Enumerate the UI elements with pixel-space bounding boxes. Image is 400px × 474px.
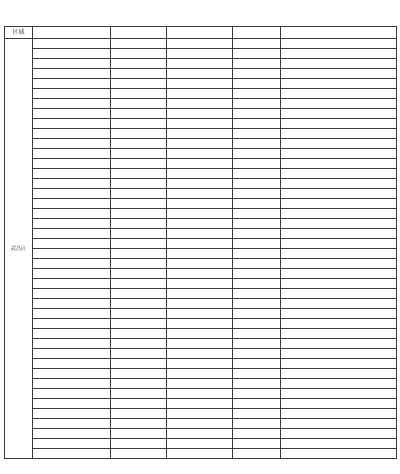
cell-tables xyxy=(233,349,281,359)
cell-hall xyxy=(167,39,233,49)
cell-notes xyxy=(281,409,397,419)
cell-tables xyxy=(233,99,281,109)
cell-notes xyxy=(281,89,397,99)
cell-hotel xyxy=(33,439,111,449)
table-row xyxy=(5,409,397,419)
cell-tables xyxy=(233,449,281,459)
cell-hall xyxy=(167,409,233,419)
cell-hall xyxy=(167,109,233,119)
cell-price xyxy=(111,319,167,329)
cell-hotel xyxy=(33,129,111,139)
cell-hall xyxy=(167,59,233,69)
cell-price xyxy=(111,249,167,259)
cell-notes xyxy=(281,109,397,119)
cell-hall xyxy=(167,359,233,369)
table-header xyxy=(5,27,397,39)
cell-notes xyxy=(281,429,397,439)
cell-price xyxy=(111,309,167,319)
cell-notes xyxy=(281,269,397,279)
cell-notes xyxy=(281,419,397,429)
cell-hotel xyxy=(33,119,111,129)
cell-price xyxy=(111,89,167,99)
cell-price xyxy=(111,419,167,429)
cell-hotel xyxy=(33,389,111,399)
cell-notes xyxy=(281,369,397,379)
cell-hall xyxy=(167,209,233,219)
cell-hotel xyxy=(33,219,111,229)
cell-hotel xyxy=(33,139,111,149)
cell-hotel xyxy=(33,99,111,109)
cell-price xyxy=(111,279,167,289)
cell-price xyxy=(111,109,167,119)
cell-hall xyxy=(167,289,233,299)
cell-hall xyxy=(167,329,233,339)
cell-hall xyxy=(167,309,233,319)
cell-hall xyxy=(167,259,233,269)
cell-hall xyxy=(167,369,233,379)
cell-hotel xyxy=(33,299,111,309)
cell-notes xyxy=(281,209,397,219)
cell-hotel xyxy=(33,49,111,59)
cell-hall xyxy=(167,139,233,149)
table-row xyxy=(5,129,397,139)
cell-notes xyxy=(281,339,397,349)
cell-tables xyxy=(233,109,281,119)
cell-hotel xyxy=(33,379,111,389)
cell-tables xyxy=(233,89,281,99)
cell-tables xyxy=(233,229,281,239)
cell-hall xyxy=(167,69,233,79)
cell-tables xyxy=(233,319,281,329)
table-row xyxy=(5,209,397,219)
cell-price xyxy=(111,189,167,199)
table-row xyxy=(5,339,397,349)
cell-notes xyxy=(281,169,397,179)
table-row xyxy=(5,49,397,59)
cell-hotel xyxy=(33,109,111,119)
table-row xyxy=(5,359,397,369)
cell-notes xyxy=(281,119,397,129)
cell-tables xyxy=(233,439,281,449)
cell-price xyxy=(111,49,167,59)
cell-hall xyxy=(167,99,233,109)
header-notes xyxy=(281,27,397,39)
header-row xyxy=(5,27,397,39)
table-row xyxy=(5,109,397,119)
table-row xyxy=(5,349,397,359)
cell-price xyxy=(111,449,167,459)
cell-tables xyxy=(233,369,281,379)
cell-hall xyxy=(167,119,233,129)
cell-hotel xyxy=(33,449,111,459)
cell-tables xyxy=(233,149,281,159)
cell-hotel xyxy=(33,349,111,359)
cell-tables xyxy=(233,39,281,49)
cell-hotel xyxy=(33,359,111,369)
table-row xyxy=(5,159,397,169)
cell-tables xyxy=(233,389,281,399)
header-district: 区域 xyxy=(5,27,33,39)
cell-price xyxy=(111,129,167,139)
cell-notes xyxy=(281,139,397,149)
cell-tables xyxy=(233,59,281,69)
cell-tables xyxy=(233,189,281,199)
cell-hotel xyxy=(33,189,111,199)
table-row xyxy=(5,119,397,129)
cell-notes xyxy=(281,149,397,159)
table-row xyxy=(5,389,397,399)
cell-hall xyxy=(167,189,233,199)
cell-hall xyxy=(167,449,233,459)
cell-price xyxy=(111,379,167,389)
cell-tables xyxy=(233,329,281,339)
table-row xyxy=(5,219,397,229)
cell-notes xyxy=(281,279,397,289)
cell-tables xyxy=(233,309,281,319)
table-row xyxy=(5,319,397,329)
header-hall xyxy=(167,27,233,39)
cell-price xyxy=(111,199,167,209)
cell-hotel xyxy=(33,239,111,249)
cell-notes xyxy=(281,389,397,399)
cell-hotel xyxy=(33,399,111,409)
cell-tables xyxy=(233,159,281,169)
cell-hall xyxy=(167,419,233,429)
cell-price xyxy=(111,99,167,109)
cell-price xyxy=(111,269,167,279)
cell-notes xyxy=(281,99,397,109)
cell-hall xyxy=(167,169,233,179)
table-row xyxy=(5,259,397,269)
header-hotel xyxy=(33,27,111,39)
cell-tables xyxy=(233,129,281,139)
cell-notes xyxy=(281,359,397,369)
table-body xyxy=(5,39,397,459)
cell-hotel xyxy=(33,199,111,209)
table-row xyxy=(5,69,397,79)
cell-hotel xyxy=(33,369,111,379)
table-row xyxy=(5,89,397,99)
cell-hall xyxy=(167,219,233,229)
table-row xyxy=(5,79,397,89)
cell-hotel xyxy=(33,409,111,419)
cell-notes xyxy=(281,239,397,249)
cell-tables xyxy=(233,269,281,279)
cell-notes xyxy=(281,309,397,319)
cell-hotel xyxy=(33,59,111,69)
cell-tables xyxy=(233,259,281,269)
cell-price xyxy=(111,219,167,229)
cell-hall xyxy=(167,89,233,99)
cell-hotel xyxy=(33,209,111,219)
cell-price xyxy=(111,159,167,169)
cell-notes xyxy=(281,49,397,59)
cell-hotel xyxy=(33,329,111,339)
cell-notes xyxy=(281,399,397,409)
table-row xyxy=(5,329,397,339)
table-row xyxy=(5,199,397,209)
cell-tables xyxy=(233,119,281,129)
table-row xyxy=(5,189,397,199)
cell-hotel xyxy=(33,419,111,429)
cell-hotel xyxy=(33,429,111,439)
cell-hotel xyxy=(33,159,111,169)
cell-price xyxy=(111,259,167,269)
cell-price xyxy=(111,119,167,129)
cell-notes xyxy=(281,79,397,89)
cell-price xyxy=(111,299,167,309)
cell-price xyxy=(111,289,167,299)
footnote xyxy=(4,462,396,474)
cell-hotel xyxy=(33,319,111,329)
cell-hotel xyxy=(33,89,111,99)
cell-hotel xyxy=(33,259,111,269)
cell-price xyxy=(111,239,167,249)
cell-notes xyxy=(281,199,397,209)
cell-price xyxy=(111,349,167,359)
cell-hall xyxy=(167,389,233,399)
cell-price xyxy=(111,389,167,399)
table-row xyxy=(5,419,397,429)
cell-tables xyxy=(233,209,281,219)
table-row xyxy=(5,99,397,109)
cell-price xyxy=(111,59,167,69)
cell-tables xyxy=(233,289,281,299)
table-row xyxy=(5,299,397,309)
cell-hall xyxy=(167,299,233,309)
table-row xyxy=(5,399,397,409)
cell-hotel xyxy=(33,69,111,79)
table-row xyxy=(5,289,397,299)
cell-tables xyxy=(233,379,281,389)
cell-notes xyxy=(281,329,397,339)
cell-hall xyxy=(167,79,233,89)
cell-notes xyxy=(281,39,397,49)
table-row xyxy=(5,269,397,279)
cell-tables xyxy=(233,299,281,309)
table-row xyxy=(5,169,397,179)
table-row xyxy=(5,449,397,459)
district-cell: 武昌区 xyxy=(5,39,33,459)
table-row xyxy=(5,59,397,69)
cell-tables xyxy=(233,219,281,229)
cell-price xyxy=(111,139,167,149)
table-row xyxy=(5,429,397,439)
cell-tables xyxy=(233,429,281,439)
cell-price xyxy=(111,439,167,449)
table-row xyxy=(5,309,397,319)
cell-price xyxy=(111,339,167,349)
cell-hall xyxy=(167,269,233,279)
cell-tables xyxy=(233,419,281,429)
cell-hall xyxy=(167,439,233,449)
cell-price xyxy=(111,399,167,409)
cell-hall xyxy=(167,159,233,169)
cell-price xyxy=(111,69,167,79)
cell-tables xyxy=(233,339,281,349)
cell-hotel xyxy=(33,279,111,289)
cell-notes xyxy=(281,59,397,69)
cell-hotel xyxy=(33,249,111,259)
cell-hotel xyxy=(33,39,111,49)
cell-hotel xyxy=(33,169,111,179)
cell-hall xyxy=(167,129,233,139)
title-bar xyxy=(4,2,396,26)
cell-price xyxy=(111,429,167,439)
cell-price xyxy=(111,39,167,49)
cell-hall xyxy=(167,319,233,329)
cell-notes xyxy=(281,349,397,359)
venue-table-sheet xyxy=(4,2,396,406)
table-row xyxy=(5,249,397,259)
table-row xyxy=(5,139,397,149)
cell-tables xyxy=(233,169,281,179)
table-row xyxy=(5,39,397,49)
cell-price xyxy=(111,209,167,219)
cell-hotel xyxy=(33,149,111,159)
table-row xyxy=(5,239,397,249)
cell-hall xyxy=(167,339,233,349)
cell-tables xyxy=(233,249,281,259)
table-row xyxy=(5,279,397,289)
cell-hall xyxy=(167,379,233,389)
cell-tables xyxy=(233,79,281,89)
cell-price xyxy=(111,179,167,189)
cell-notes xyxy=(281,159,397,169)
cell-price xyxy=(111,169,167,179)
cell-hotel xyxy=(33,229,111,239)
cell-tables xyxy=(233,199,281,209)
cell-hall xyxy=(167,399,233,409)
cell-notes xyxy=(281,439,397,449)
cell-hall xyxy=(167,349,233,359)
cell-hotel xyxy=(33,309,111,319)
cell-tables xyxy=(233,279,281,289)
table-row xyxy=(5,229,397,239)
cell-notes xyxy=(281,259,397,269)
venue-table xyxy=(4,26,397,459)
table-row xyxy=(5,439,397,449)
cell-notes xyxy=(281,179,397,189)
header-price xyxy=(111,27,167,39)
cell-tables xyxy=(233,179,281,189)
table-row xyxy=(5,379,397,389)
cell-notes xyxy=(281,189,397,199)
cell-tables xyxy=(233,409,281,419)
cell-hotel xyxy=(33,269,111,279)
cell-hall xyxy=(167,199,233,209)
table-row xyxy=(5,179,397,189)
cell-hall xyxy=(167,149,233,159)
cell-hall xyxy=(167,49,233,59)
cell-notes xyxy=(281,289,397,299)
cell-hotel xyxy=(33,179,111,189)
cell-tables xyxy=(233,139,281,149)
cell-hall xyxy=(167,239,233,249)
cell-price xyxy=(111,229,167,239)
table-row xyxy=(5,369,397,379)
header-tables xyxy=(233,27,281,39)
cell-price xyxy=(111,149,167,159)
cell-hotel xyxy=(33,289,111,299)
cell-notes xyxy=(281,379,397,389)
cell-price xyxy=(111,79,167,89)
cell-hotel xyxy=(33,79,111,89)
cell-hall xyxy=(167,179,233,189)
cell-tables xyxy=(233,399,281,409)
cell-price xyxy=(111,409,167,419)
cell-tables xyxy=(233,49,281,59)
cell-notes xyxy=(281,229,397,239)
cell-hall xyxy=(167,429,233,439)
cell-notes xyxy=(281,219,397,229)
cell-price xyxy=(111,359,167,369)
cell-hall xyxy=(167,279,233,289)
cell-notes xyxy=(281,249,397,259)
cell-notes xyxy=(281,299,397,309)
cell-hall xyxy=(167,249,233,259)
cell-notes xyxy=(281,69,397,79)
cell-notes xyxy=(281,449,397,459)
cell-tables xyxy=(233,359,281,369)
cell-price xyxy=(111,329,167,339)
cell-price xyxy=(111,369,167,379)
table-row xyxy=(5,149,397,159)
cell-hotel xyxy=(33,339,111,349)
cell-notes xyxy=(281,129,397,139)
cell-tables xyxy=(233,239,281,249)
cell-notes xyxy=(281,319,397,329)
cell-tables xyxy=(233,69,281,79)
cell-hall xyxy=(167,229,233,239)
